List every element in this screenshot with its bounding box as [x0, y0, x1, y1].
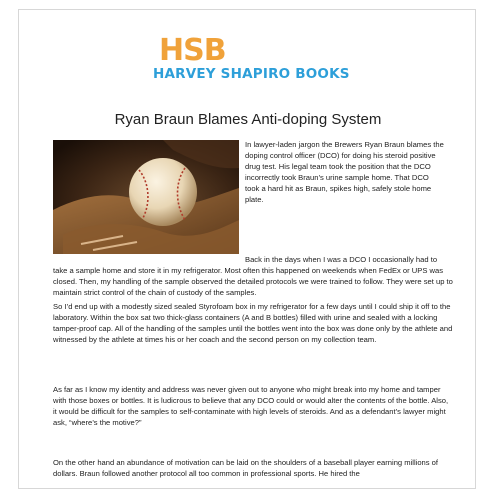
- publisher-logo: [129, 33, 389, 86]
- document-page: [18, 9, 476, 489]
- paragraph-2: Back in the days when I was a DCO I occasionally had to take a sample home and store it in my refrigerator. Most often this happened on weekends when FedEx or UPS was closed. Then, my handling of the sample observed the detailed protocols we were trained to follow. They were set up to maintain strict control of the chain of custody of the samples.: [53, 255, 453, 297]
- paragraph-3: So I’d end up with a modestly sized sealed Styrofoam box in my refrigerator for a few days until I could ship it off to the laboratory. Within the box sat two thick-glass containers (A and B bottles) filled with urine and sealed with a locking tamper-proof cap. All of the handling of the samples until the bottles went into the box was done only by the athlete and witnessed by the athlete at times his or her coach and the second person on my collection team.: [53, 302, 453, 344]
- logo-mark: HSB: [159, 33, 226, 68]
- paragraph-5: On the other hand an abundance of motivation can be laid on the shoulders of a baseball player earning millions of dollars. Braun followed another protocol all too common in professional sports. He hired the: [53, 458, 439, 478]
- article-title: Ryan Braun Blames Anti-doping System: [114, 111, 382, 128]
- baseball-photo: [53, 140, 239, 254]
- paragraph-4: As far as I know my identity and address was never given out to anyone who might break into my home and tamper with those boxes or bottles. It is ludicrous to believe that any DCO could or would alter the contents of the bottle. Also, it would be difficult for the samples to self-contaminate with high levels of steroids. And as a defendant’s lawyer might ask, “where’s the motive?”: [53, 385, 449, 427]
- logo-wordmark: HARVEY SHAPIRO BOOKS: [153, 66, 350, 82]
- paragraph-1: In lawyer-laden jargon the Brewers Ryan Braun blames the doping control officer (DCO) for doing his steroid positive drug test. His legal team took the position that the DCO incorrectly took Braun’s urine sample home. That DCO took a hard hit as Braun, spikes high, safely stole home plate.: [245, 140, 444, 204]
